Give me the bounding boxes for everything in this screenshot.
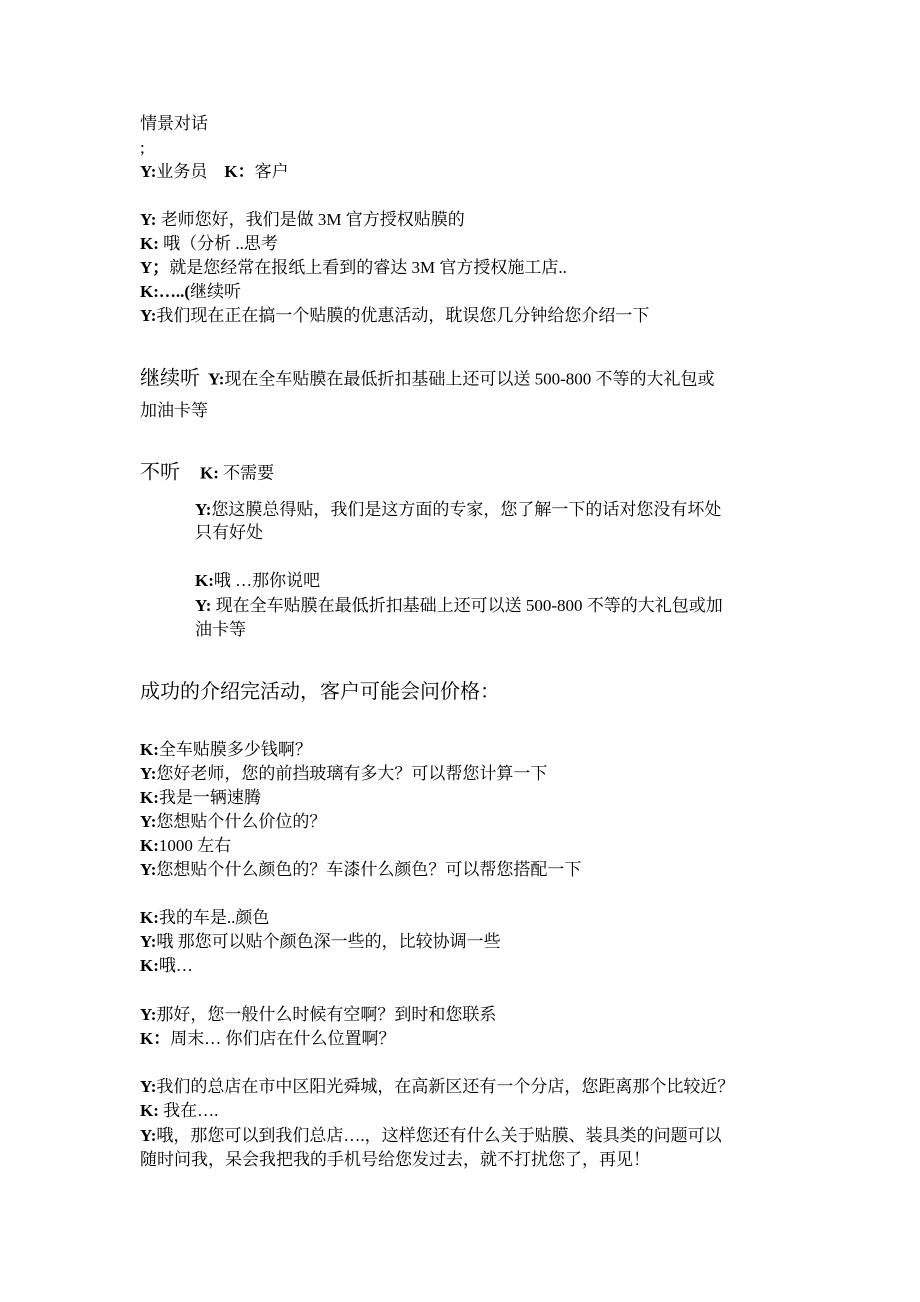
- utterance: 我是一辆速腾: [158, 788, 261, 807]
- utterance: 现在全车贴膜在最低折扣基础上还可以送 500-800 不等的大礼包或加: [211, 596, 723, 615]
- dialogue-line: [195, 570, 320, 592]
- dialogue-line-wrap: 油卡等: [195, 620, 246, 639]
- speaker: K:: [140, 788, 159, 807]
- section-heading: 成功的介绍完活动，客户可能会问价格：: [140, 681, 500, 703]
- dialogue-line: [140, 931, 501, 953]
- speaker: K:: [195, 571, 214, 590]
- legend-y: Y:: [140, 162, 157, 181]
- branch-heading: 继续听: [140, 367, 200, 390]
- dialogue-line: [195, 595, 723, 617]
- utterance: 周末… 你们店在什么位置啊？: [170, 1029, 396, 1048]
- dialogue-line: [140, 763, 547, 785]
- utterance: 您这膜总得贴，我们是这方面的专家，您了解一下的话对您没有坏处: [211, 500, 722, 519]
- utterance: 我们现在正在搞一个贴膜的优惠活动，耽误您几分钟给您介绍一下: [156, 306, 650, 325]
- utterance: 哦 那您可以贴个颜色深一些的，比较协调一些: [156, 932, 501, 951]
- speaker: Y；: [140, 258, 170, 277]
- dialogue-line: [140, 907, 269, 929]
- utterance: 哦 …那你说吧: [213, 571, 321, 590]
- speaker: Y:: [140, 812, 157, 831]
- speaker: Y:: [140, 1126, 157, 1145]
- dialogue-line-wrap: 只有好处: [195, 523, 263, 542]
- speaker: Y:: [140, 1077, 157, 1096]
- utterance: 就是您经常在报纸上看到的睿达 3M 官方授权施工店..: [169, 258, 567, 277]
- utterance: 现在全车贴膜在最低折扣基础上还可以送 500-800 不等的大礼包或: [224, 369, 715, 389]
- semicolon: ;: [140, 138, 145, 157]
- dialogue-line: [140, 281, 241, 303]
- speaker: Y:: [140, 306, 157, 325]
- utterance: 随时问我，呆会我把我的手机号给您发过去，就不打扰您了，再见！: [140, 1150, 650, 1169]
- legend-y-label: 业务员: [156, 162, 208, 181]
- utterance: 不需要: [218, 463, 275, 483]
- utterance: 我的车是..颜色: [158, 908, 270, 927]
- dialogue-line: [140, 859, 581, 881]
- dialogue-line: [140, 305, 649, 327]
- speaker: Y:: [140, 860, 157, 879]
- speaker: Y:: [140, 932, 157, 951]
- speaker: K:: [140, 740, 159, 759]
- utterance: 继续听: [190, 282, 242, 301]
- speaker: Y:: [140, 764, 157, 783]
- speaker: Y:: [140, 1005, 157, 1024]
- dialogue-line: [140, 209, 465, 231]
- dialogue-line: [140, 1004, 496, 1026]
- utterance: 哦（分析 ..思考: [158, 234, 278, 253]
- utterance: 1000 左右: [158, 836, 232, 855]
- speaker: Y:: [140, 210, 157, 229]
- utterance: 老师您好，我们是做 3M 官方授权贴膜的: [156, 210, 465, 229]
- speaker: Y:: [195, 500, 212, 519]
- role-legend: [140, 161, 289, 183]
- speaker: K:: [140, 1101, 159, 1120]
- dialogue-line: [140, 739, 312, 761]
- utterance: 哦…: [158, 956, 193, 975]
- dialogue-line: [140, 835, 231, 857]
- speaker: K:: [200, 463, 219, 483]
- dialogue-line: [140, 1125, 722, 1147]
- utterance: 您想贴个什么颜色的？车漆什么颜色？可以帮您搭配一下: [156, 860, 582, 879]
- dialogue-line: [140, 955, 193, 977]
- dialogue-line: [140, 1076, 734, 1098]
- legend-k-label: 客户: [254, 162, 289, 181]
- utterance: 全车贴膜多少钱啊？: [158, 740, 312, 759]
- utterance: 那好，您一般什么时候有空啊？到时和您联系: [156, 1005, 497, 1024]
- speaker: K:…..(: [140, 282, 191, 301]
- dialogue-line: [140, 257, 567, 279]
- dialogue-line: [195, 499, 721, 521]
- speaker: Y:: [195, 596, 212, 615]
- dialogue-line: [140, 811, 326, 833]
- branch-heading: 不听: [140, 461, 180, 484]
- speaker: Y:: [208, 369, 225, 389]
- utterance: 我在….: [158, 1101, 219, 1120]
- dialogue-line: [140, 1100, 218, 1122]
- legend-k: K：: [224, 162, 255, 181]
- dialogue-line: [140, 1149, 650, 1171]
- speaker: K:: [140, 234, 159, 253]
- speaker: K:: [140, 908, 159, 927]
- branch-continue-wrap: 加油卡等: [140, 401, 208, 420]
- utterance: 您好老师，您的前挡玻璃有多大？可以帮您计算一下: [156, 764, 548, 783]
- dialogue-line: [140, 787, 261, 809]
- dialogue-line: [140, 1028, 395, 1050]
- utterance: 您想贴个什么价位的？: [156, 812, 327, 831]
- branch-refuse: [140, 462, 274, 485]
- branch-continue: [140, 368, 715, 391]
- utterance: 哦，那您可以到我们总店….，这样您还有什么关于贴膜、装具类的问题可以: [156, 1126, 722, 1145]
- speaker: K：: [140, 1029, 171, 1048]
- speaker: K:: [140, 836, 159, 855]
- document-title: 情景对话: [140, 114, 208, 133]
- dialogue-line: [140, 233, 278, 255]
- speaker: K:: [140, 956, 159, 975]
- utterance: 我们的总店在市中区阳光舜城，在高新区还有一个分店，您距离那个比较近？: [156, 1077, 735, 1096]
